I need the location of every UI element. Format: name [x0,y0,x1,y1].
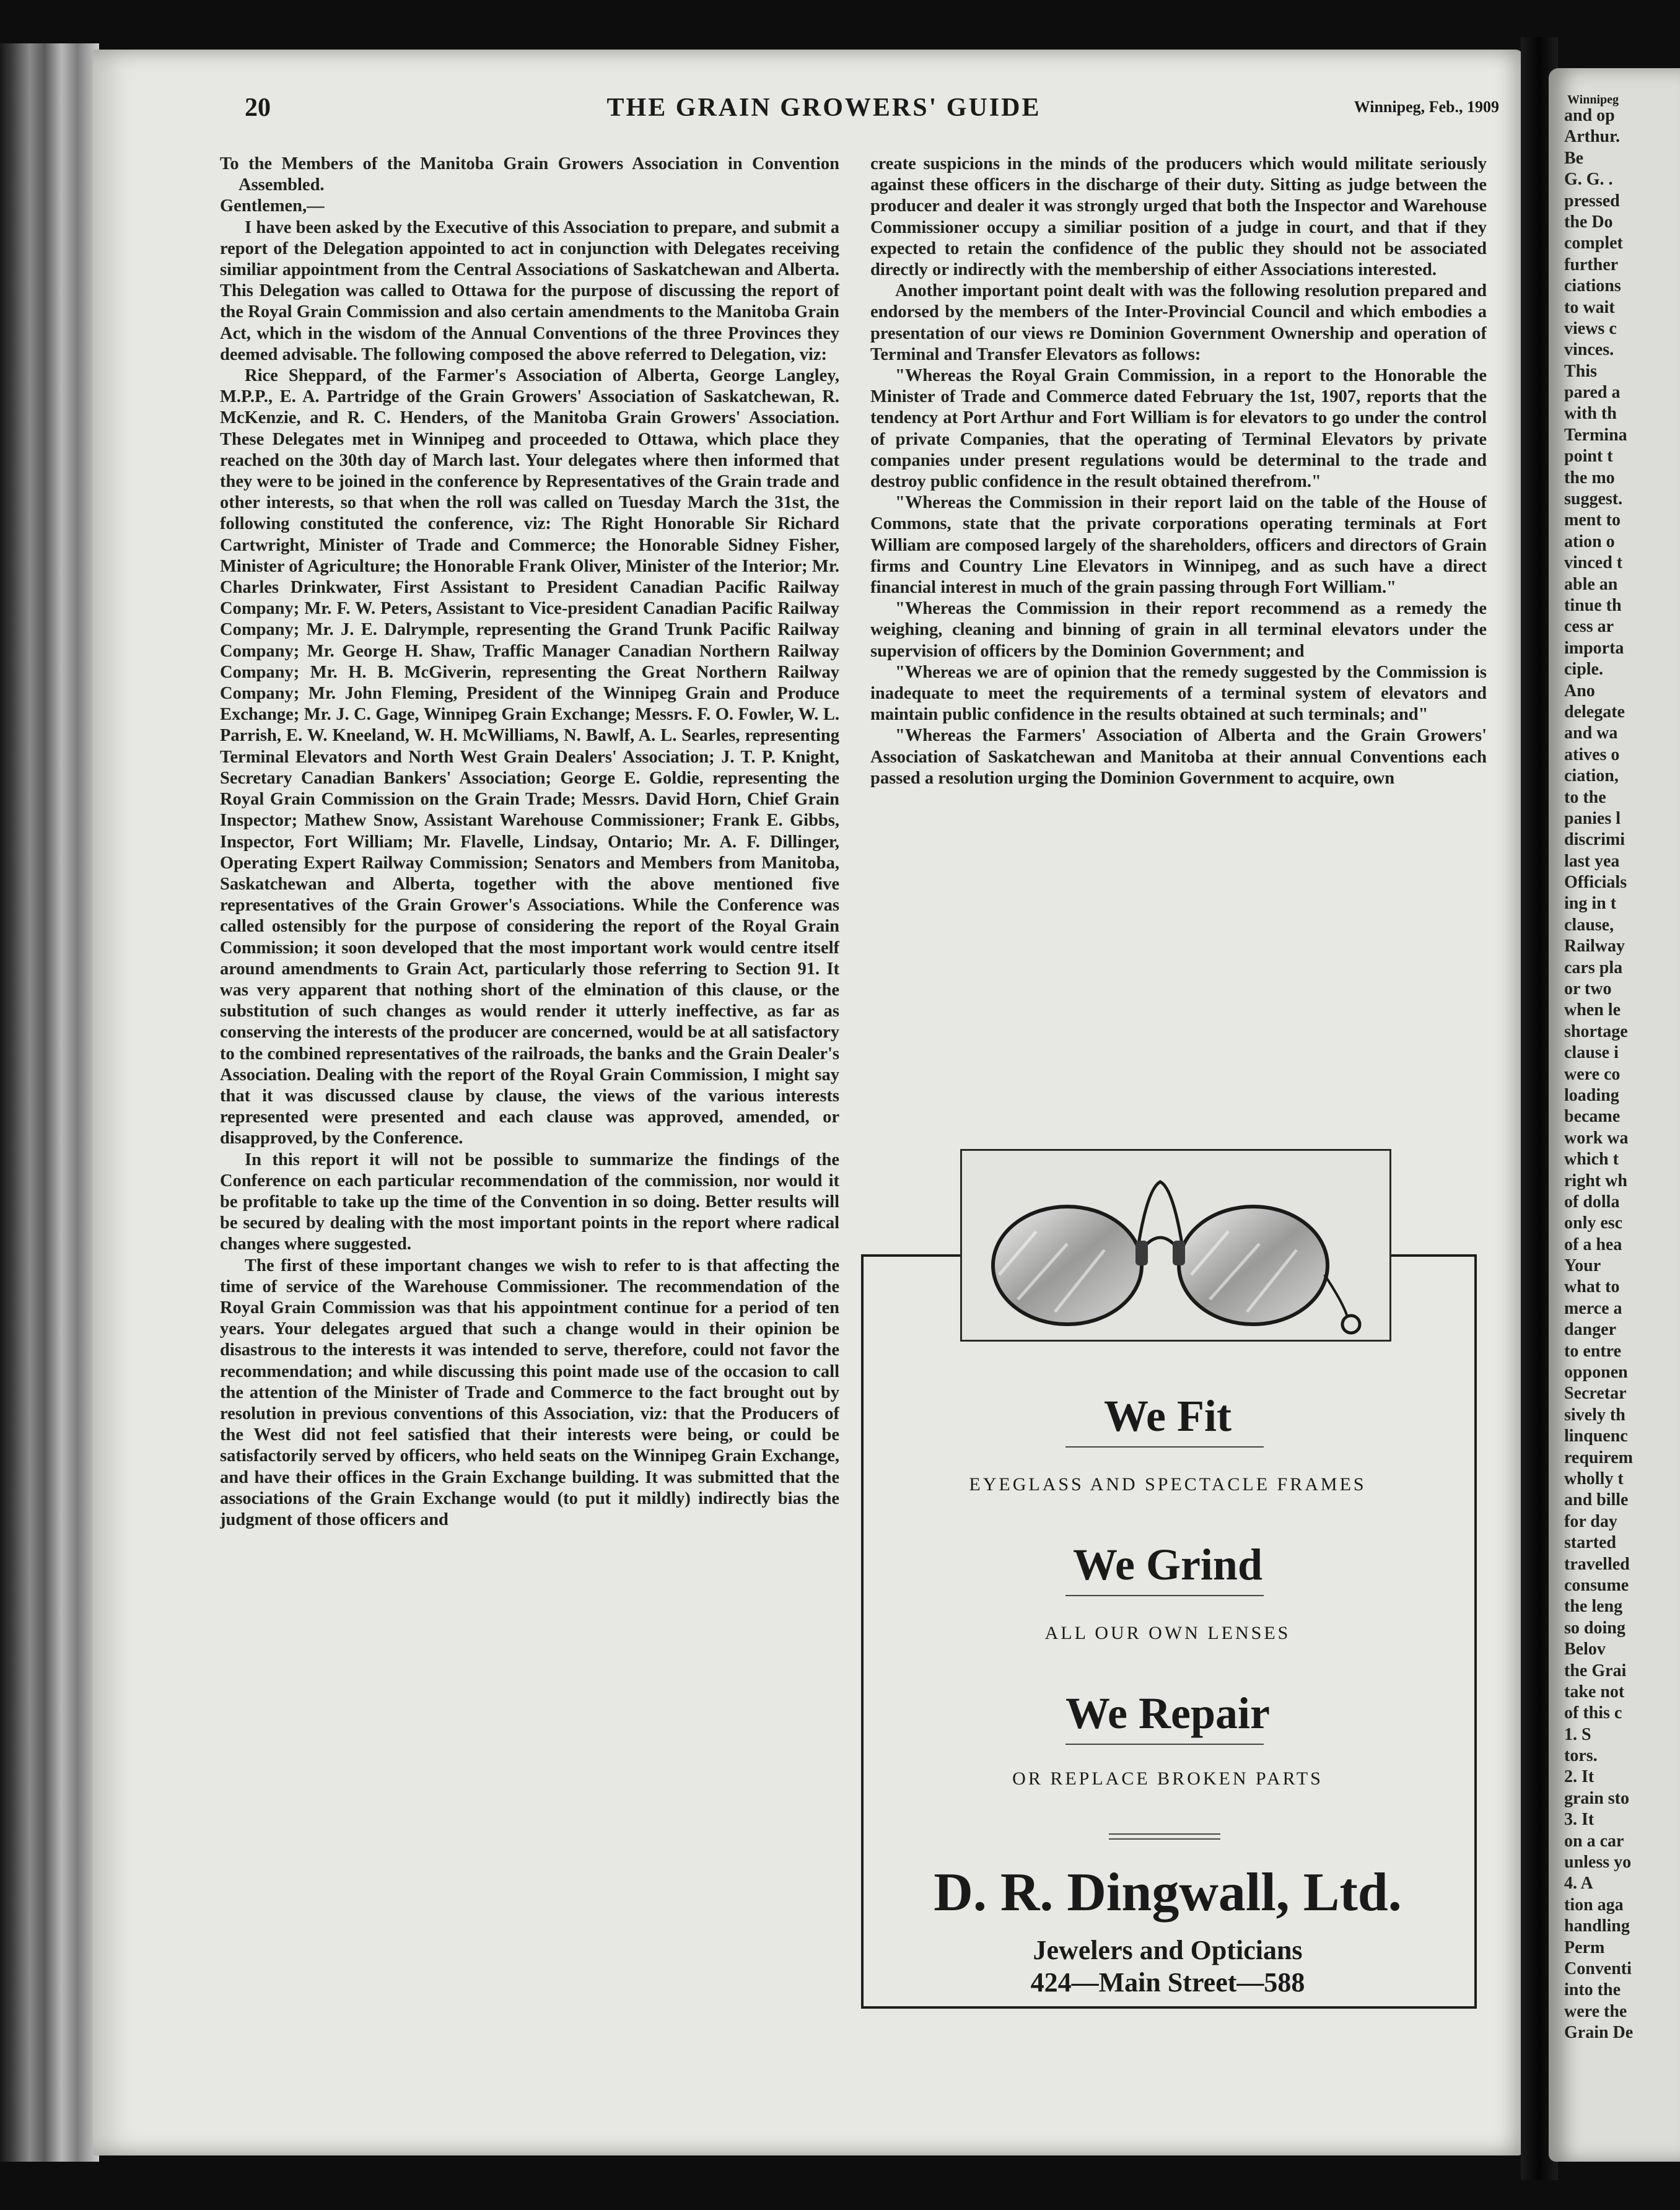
resolution-paragraph: "Whereas the Commission in their report laid on the table of the House of Commons, state that the private corporations operating terminals at Fort William are composed largely of the shareholders, officers and directors of Grain firms and Country Line Elevators in Winnipeg, and as such have a direct financial interest in much of the grain passing through Fort William." [870,493,1487,598]
ad-address: 424—Main Street—588 [1030,1967,1305,1998]
salutation: Gentlemen,— [220,196,325,216]
left-binding [0,43,99,2162]
next-page-line: to entre [1564,1341,1621,1361]
next-page-line: opponen [1564,1363,1628,1382]
next-page-line: unless yo [1564,1853,1632,1872]
ad-company-name: D. R. Dingwall, Ltd. [934,1863,1402,1923]
report-address: To the Members of the Manitoba Grain Growers Association in Convention Assembled. [220,154,839,195]
ad-heading-fit: We Fit [1104,1391,1232,1441]
pince-nez-glasses-icon [962,1151,1389,1340]
next-page-line: danger [1564,1320,1616,1340]
next-page-line: for day [1564,1511,1617,1531]
issue-date: Winnipeg, Feb., 1909 [1354,98,1499,116]
ad-subheading-lenses: ALL OUR OWN LENSES [1044,1623,1291,1643]
paragraph: Rice Sheppard, of the Farmer's Association of Alberta, George Langley, M.P.P., E. A. Partridge of the Grain Growers' Association of Saskatchewan, R. McKenzie, and R. C. Henders, of the Manitoba Grain Growers' Association. These Delegates met in Winnipeg and proceeded to Ottawa, which place they reached on the 30th day of March last. Your delegates where then informed that they were to be joined in the conference by Representatives of the Grain trade and other interests, so that when the roll was called on Tuesday March the 31st, the following constituted the conference, viz: The Right Honorable Sir Richard Cartwright, Minister of Trade and Commerce; the Honorable Sidney Fisher, Minister of Agriculture; the Honorable Frank Oliver, Minister of the Interior; Mr. Charles Drinkwater, First Assistant to President Canadian Pacific Railway Company; Mr. F. W. Peters, Assistant to Vice-president Canadian Pacific Railway Company; Mr. J. E. Dalrymple, representing the Grand Trunk Pacific Railway Company; Mr. George H. Shaw, Traffic Manager Canadian Northern Railway Company; Mr. H. B. McGiverin, representing the Great Northern Railway Company; Mr. John Fleming, President of the Winnipeg Grain and Produce Exchange; Mr. J. C. Gage, Winnipeg Grain Exchange; Messrs. F. O. Fowler, W. L. Parrish, E. W. Kneeland, W. H. McWilliams, N. Bawlf, A. L. Searles, representing Terminal Elevators and North West Grain Dealers' Association; J. T. P. Knight, Secretary Canadian Bankers' Association; George E. Goldie, representing the Royal Grain Commission on the Grain Trade; Messrs. David Horn, Chief Grain Inspector; Mathew Snow, Assistant Warehouse Commissioner; Frank E. Gibbs, Inspector, Fort William; Mr. Flavelle, Lindsay, Ontario; Mr. A. F. Dillinger, Operating Expert Railway Commission; Senators and Members from Manitoba, Saskatchewan and Alberta, together with the above mentioned five representatives of the Grain Grower's Associations. While the Conference was called ostensibly for the purpose of considering the report of the Royal Grain Commission; it soon developed that the most important work would centre itself around amendments to Grain Act, particularly those referring to Section 91. It was very apparent that nothing short of the elmination of this clause, or the substitution of such changes as would render it utterly ineffective, as far as conserving the interests of the producer are concerned, would be at all satisfactory to the combined representatives of the railroads, the banks and the Grain Dealer's Association. Dealing with the report of the Royal Grain Commission, I might say that it was discussed clause by clause, the views of the various interests represented were presented and each clause was approved, amended, or disapproved, by the Conference. [220,366,839,1148]
ad-divider [1109,1833,1220,1835]
column-middle [870,154,1487,1095]
next-page-line: Secretar [1564,1384,1627,1404]
next-page-line: the mo [1564,468,1615,487]
next-page-line: merce a [1564,1298,1622,1318]
column-left [220,154,839,2037]
next-page-line: Conventi [1564,1959,1632,1978]
next-page-line: point t [1564,447,1613,466]
next-page-line: further [1564,255,1619,274]
next-page-line: Officials [1564,873,1627,893]
next-page-line: or two [1564,979,1612,999]
next-page-line: tion aga [1564,1895,1624,1915]
resolution-paragraph: "Whereas the Royal Grain Commission, in a report to the Honorable the Minister of Trade and Commerce dated February the 1st, 1907, reports that the tendency at Port Arthur and Fort William is for elevators to go under the control of private Companies, that the operating of Terminal Elevators by private companies under present regulations would be determinal to the trade and destroy public confidence in the result obtained therefrom." [870,366,1487,492]
next-page-line: vinced t [1564,553,1623,573]
next-page-line: ciation, [1564,766,1619,786]
next-page-line: clause i [1564,1043,1619,1063]
next-page-line: requirem [1564,1448,1633,1467]
next-page-line: Termina [1564,425,1627,445]
next-page-line: delegate [1564,702,1625,722]
page-number: 20 [245,94,271,122]
ad-divider [1065,1595,1264,1596]
next-page-line: started [1564,1533,1616,1553]
ad-illustration-box [960,1149,1391,1342]
next-page-date: Winnipeg [1567,93,1619,107]
ad-heading-repair: We Repair [1065,1688,1270,1738]
next-page-line: able an [1564,574,1618,594]
next-page-line: 1. S [1564,1724,1591,1744]
next-page-line: 2. It [1564,1767,1595,1787]
next-page-line: into the [1564,1980,1621,2000]
next-page-line: cess ar [1564,617,1614,637]
next-page-line: Ano [1564,681,1595,701]
next-page-line: shortage [1564,1021,1628,1041]
next-page-line: which t [1564,1150,1619,1169]
next-page-line: were the [1564,2001,1627,2021]
next-page-line: discrimi [1564,830,1625,850]
next-page-line: Be [1564,148,1584,168]
next-page-line: atives o [1564,745,1620,764]
next-page-line: ciple. [1564,660,1603,679]
next-page-line: tors. [1564,1746,1598,1766]
next-page-line: suggest. [1564,489,1623,509]
resolution-paragraph: "Whereas the Farmers' Association of Alberta and the Grain Growers' Association of Saskatchewan and Manitoba at their annual Conventions each passed a resolution urging the Dominion Government to acquire, own [870,726,1487,788]
next-page-line: ment to [1564,510,1621,530]
next-page-line: clause, [1564,915,1614,935]
next-page-line: vinces. [1564,340,1614,360]
next-page-line: the Do [1564,212,1613,232]
ad-subheading-frames: EYEGLASS AND SPECTACLE FRAMES [969,1474,1367,1495]
next-page-line: so doing [1564,1618,1625,1638]
paragraph: Another important point dealt with was the following resolution prepared and endorsed by the members of the Inter-Provincial Council and which embodies a presentation of our views re Dominion Government Ownership and operation of Terminal and Transfer Elevators as follows: [870,281,1487,364]
next-page-line: Perm [1564,1937,1605,1957]
next-page-line: of this c [1564,1703,1622,1723]
next-page-line: Belov [1564,1640,1606,1659]
next-page-line: Your [1564,1256,1601,1276]
next-page-line: were co [1564,1064,1621,1084]
next-page-line: ation o [1564,531,1615,551]
next-page-line: to wait [1564,297,1615,317]
page-header [149,93,1499,130]
next-page-line: only esc [1564,1213,1623,1233]
next-page-line: ing in t [1564,894,1617,914]
next-page-line: panies l [1564,808,1621,828]
resolution-paragraph: "Whereas we are of opinion that the remedy suggested by the Commission is inadequate to meet the requirements of a terminal system of elevators and maintain public confidence in the results obtained at such terminals; and" [870,662,1487,725]
next-page-line: handling [1564,1916,1630,1936]
paragraph: I have been asked by the Executive of this Association to prepare, and submit a report of the Delegation appointed to act in conjunction with Delegates receiving similiar appointment from the Central Associations of Saskatchewan and Alberta. This Delegation was called to Ottawa for the purpose of discussing the report of the Royal Grain Commission and also certain amendments to the Manitoba Grain Act, which in the wisdom of the Annual Conventions of the three Provinces they deemed advisable. The following composed the above referred to Delegation, viz: [220,217,839,364]
next-page-line: and wa [1564,723,1618,743]
next-page-line: what to [1564,1277,1620,1297]
ad-subheading-parts: OR REPLACE BROKEN PARTS [1012,1768,1323,1789]
next-page-line: Railway [1564,937,1625,956]
next-page-line: 3. It [1564,1810,1595,1830]
paragraph: The first of these important changes we wish to refer to is that affecting the time of service of the Warehouse Commissioner. The recommendation of the Royal Grain Commission was that his appointment continue for a period of ten years. Your delegates argued that such a change would in their opinion be disastrous to the interests it was intended to serve, therefore, could not favor the recommendation; and while discussing this point made use of the occasion to call the attention of the Minister of Trade and Commerce to the fact brought out by resolution in previous conventions of this Association, viz: that the Producers of the West did not feel satisfied that their interests were being, or could be satisfactorily served by officers, who held seats on the Winnipeg Grain Exchange, and have their offices in the Grain Exchange building. It was submitted that the associations of the Grain Exchange would (to put it mildly) indirectly bias the judgment of those officers and [220,1256,839,1529]
next-page-line: with th [1564,404,1617,424]
next-page-edge [1549,68,1680,2162]
next-page-line: the leng [1564,1597,1623,1617]
next-page-line: wholly t [1564,1469,1624,1488]
next-page-line: ciations [1564,276,1621,296]
paragraph: create suspicions in the minds of the producers which would militate seriously against these officers in the discharge of their duty. Sitting as judge between the producer and dealer it was strongly urged that both the Inspector and Warehouse Commissioner occupy a similiar position of a judge in court, and that if they expected to retain the confidence of the public they should not be associated directly or indirectly with the membership of either Associations interested. [870,154,1487,280]
next-page-line: to the [1564,787,1606,807]
next-page-line: and bille [1564,1490,1629,1510]
resolution-paragraph: "Whereas the Commission in their report recommend as a remedy the weighing, cleaning and binning of grain in all terminal elevators under the supervision of officers by the Dominion Government; and [870,599,1487,661]
next-page-line: This [1564,361,1597,381]
next-page-line: of dolla [1564,1192,1620,1212]
next-page-line: pared a [1564,383,1621,403]
next-page-line: linquenc [1564,1426,1628,1446]
paragraph: In this report it will not be possible to summarize the findings of the Conference on each particular recommendation of the commission, nor would it be profitable to take up the time of the Convention in so doing. Better results will be secured by dealing with the most important points in the report where radical changes where suggested. [220,1150,839,1254]
next-page-line: views c [1564,318,1617,338]
next-page-line: 4. A [1564,1874,1593,1893]
next-page-text [1564,105,1680,2044]
next-page-line: travelled [1564,1554,1630,1574]
next-page-line: loading [1564,1085,1619,1105]
ad-divider [1109,1838,1220,1840]
next-page-line: became [1564,1107,1621,1127]
next-page-line: importa [1564,638,1624,658]
next-page-line: right wh [1564,1171,1627,1190]
next-page-line: Arthur. [1564,127,1620,147]
ad-heading-grind: We Grind [1072,1540,1263,1589]
running-title: THE GRAIN GROWERS' GUIDE [606,94,1041,122]
next-page-line: on a car [1564,1831,1624,1851]
next-page-line: Grain De [1564,2023,1634,2043]
next-page-line: last yea [1564,851,1620,871]
optician-advertisement [861,1149,1474,2007]
next-page-line: consume [1564,1575,1629,1595]
next-page-line: the Grai [1564,1661,1627,1680]
next-page-line: when le [1564,1000,1621,1020]
next-page-line: and op [1564,106,1615,125]
next-page-line: pressed [1564,191,1620,211]
next-page-line: work wa [1564,1128,1629,1148]
next-page-line: grain sto [1564,1788,1629,1808]
next-page-line: take not [1564,1682,1625,1701]
next-page-line: tinue th [1564,595,1622,615]
next-page-line: of a hea [1564,1234,1622,1254]
next-page-line: sively th [1564,1405,1625,1425]
ad-divider [1065,1744,1264,1745]
next-page-line: cars pla [1564,958,1623,977]
next-page-line: complet [1564,234,1623,253]
ad-tagline: Jewelers and Opticians [1033,1935,1303,1965]
ad-divider [1065,1446,1264,1448]
next-page-line: G. G. . [1564,170,1613,190]
